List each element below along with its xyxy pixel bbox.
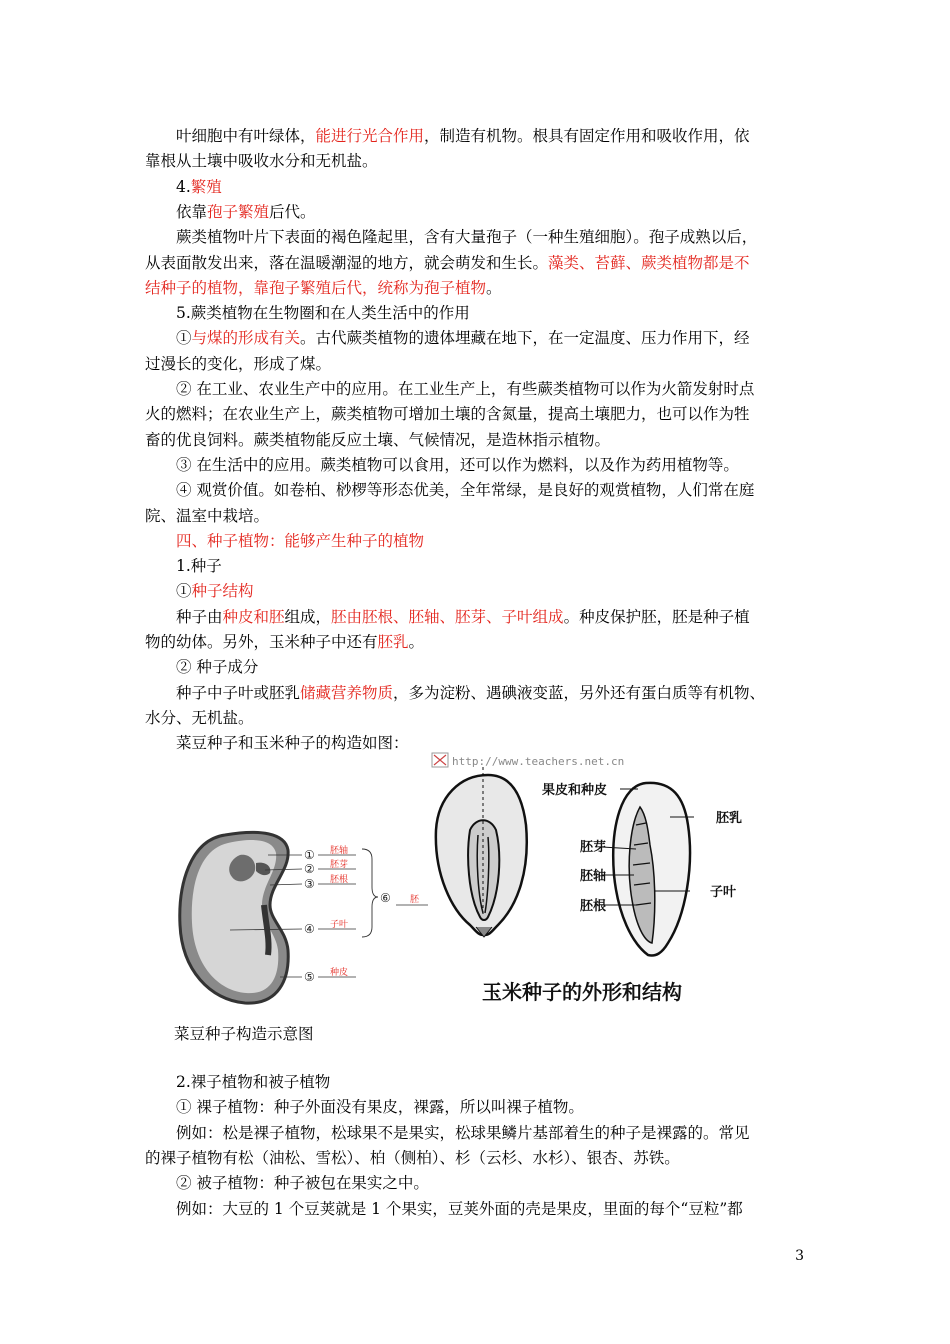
body-text: 叶细胞中有叶绿体，: [176, 127, 316, 145]
text-line: [176, 175, 222, 200]
text-line: [176, 605, 750, 630]
body-text: 菜豆种子和玉米种子的构造如图：: [176, 734, 409, 753]
text-line: [176, 529, 424, 554]
highlight-text: 种皮和胚: [222, 607, 285, 626]
text-line: [145, 276, 502, 301]
text-line: [145, 706, 254, 731]
corn-seed-section: [542, 782, 742, 956]
body-text: 2.裸子植物和被子植物: [176, 1073, 331, 1091]
corn-label-hypocotyl: 胚轴: [580, 869, 607, 884]
body-text: 1.种子: [176, 557, 222, 576]
text-line: [176, 655, 258, 680]
corn-label-endosperm: 胚乳: [716, 811, 743, 826]
body-text: ①: [176, 329, 192, 348]
watermark-text: http://www.teachers.net.cn: [452, 755, 625, 768]
bean-num-6: ⑥: [380, 891, 391, 905]
body-text: 畜的优良饲料。蕨类植物能反应土壤、气候情况，是造林指示植物。: [145, 430, 611, 449]
bean-label-plumule: 胚芽: [330, 860, 349, 870]
body-text: 院、温室中栽培。: [145, 506, 270, 525]
corn-figure-title: 玉米种子的外形和结构: [482, 980, 682, 1004]
bean-label-seedcoat: 种皮: [330, 968, 349, 978]
body-text: 后代。: [269, 202, 316, 221]
bean-label-radicle: 胚根: [330, 875, 349, 885]
bean-num-1: ①: [304, 848, 315, 862]
text-line: [145, 149, 378, 174]
text-line: [176, 1197, 743, 1222]
highlight-text: 孢子繁殖: [207, 202, 270, 221]
body-text: ② 在工业、农业生产中的应用。在工业生产上，有些蕨类植物可以作为火箭发射时点: [176, 380, 755, 398]
body-text: 4.: [176, 177, 191, 196]
bean-num-2: ②: [304, 862, 315, 876]
body-text: 的裸子植物有松（油松、雪松）、柏（侧柏）、杉（云杉、水杉）、银杏、苏铁。: [145, 1148, 680, 1167]
body-text: 火的燃料；在农业生产上，蕨类植物可增加土壤的含氮量，提高土壤肥力，也可以作为牲: [145, 405, 750, 424]
body-text: ② 种子成分: [176, 658, 259, 677]
watermark: [432, 753, 624, 768]
text-line: [176, 377, 754, 402]
body-text: ，制造有机物。根具有固定作用和吸收作用，依: [424, 127, 750, 145]
highlight-text: 藻类、苔藓、蕨类植物都是不: [548, 253, 750, 272]
bean-num-4: ④: [304, 922, 315, 936]
body-text: 例如：松是裸子植物，松球果不是果实，松球果鳞片基部着生的种子是裸露的。常见: [176, 1123, 750, 1142]
text-line: [145, 251, 750, 276]
body-text: 。: [408, 633, 425, 651]
body-text: 水分、无机盐。: [145, 708, 254, 727]
seed-figure: [170, 745, 790, 1020]
bean-num-3: ③: [304, 877, 315, 891]
highlight-text: 与煤的形成有关: [191, 329, 301, 348]
text-line: [176, 1095, 584, 1120]
body-text: 。古代蕨类植物的遗体埋藏在地下，在一定温度、压力作用下，经: [300, 329, 750, 348]
body-text: ③ 在生活中的应用。蕨类植物可以食用，还可以作为燃料，以及作为药用植物等。: [176, 455, 739, 474]
corn-seed-outer: [436, 767, 527, 937]
corn-label-plumule: 胚芽: [580, 840, 607, 855]
bean-label-cotyledon: 子叶: [330, 920, 349, 930]
text-line: [176, 1070, 330, 1095]
corn-label-pericarp: 果皮和种皮: [542, 783, 608, 798]
corn-label-radicle: 胚根: [580, 899, 607, 914]
highlight-text: 种子结构: [191, 582, 254, 601]
highlight-text: 结种子的植物，靠孢子繁殖后代，统称为孢子植物: [145, 278, 487, 297]
text-line: [145, 428, 610, 453]
bean-label-hypocotyl: 胚轴: [330, 846, 349, 856]
text-line: [176, 301, 470, 326]
body-text: 。: [486, 278, 502, 297]
text-line: [176, 225, 757, 250]
body-text: 物的幼体。另外，玉米种子中还有: [145, 633, 378, 651]
text-line: [176, 478, 754, 503]
text-line: [176, 326, 750, 351]
text-line: [176, 681, 765, 706]
text-line: [145, 504, 269, 529]
body-text: ① 裸子植物：种子外面没有果皮，裸露，所以叫裸子植物。: [176, 1098, 584, 1117]
text-line: [176, 124, 750, 149]
text-line: [145, 352, 331, 377]
body-text: 种子中子叶或胚乳: [176, 683, 301, 702]
body-text: 从表面散发出来，落在温暖潮湿的地方，就会萌发和生长。: [145, 253, 549, 272]
text-line: [176, 1171, 429, 1196]
body-text: 靠根从土壤中吸收水分和无机盐。: [145, 152, 378, 171]
highlight-text: 胚由胚根、胚轴、胚芽、子叶组成: [331, 607, 564, 626]
body-text: 过漫长的变化，形成了煤。: [145, 354, 332, 373]
bean-num-5: ⑤: [304, 970, 315, 984]
body-text: 依靠: [176, 202, 208, 221]
highlight-text: 胚乳: [377, 633, 409, 651]
body-text: 组成，: [284, 607, 332, 626]
text-line: [145, 630, 424, 655]
body-text: ④ 观赏价值。如卷柏、桫椤等形态优美，全年常绿，是良好的观赏植物，人们常在庭: [176, 481, 755, 500]
body-text: 。种皮保护胚，胚是种子植: [563, 607, 750, 626]
text-line: [145, 402, 750, 427]
text-line: [176, 453, 739, 478]
highlight-text: 储藏营养物质: [300, 683, 394, 702]
body-text: 5.蕨类植物在生物圈和在人类生活中的作用: [176, 304, 470, 323]
highlight-text: 能进行光合作用: [315, 127, 425, 145]
body-text: 种子由: [176, 607, 223, 626]
body-text: ①: [176, 582, 192, 601]
corn-label-cotyledon: 子叶: [710, 885, 737, 900]
page-number: 3: [795, 1248, 804, 1264]
bean-seed-diagram: [180, 832, 428, 1003]
highlight-text: 繁殖: [190, 177, 222, 196]
bean-label-embryo: 胚: [410, 895, 420, 905]
body-text: 蕨类植物叶片下表面的褐色隆起里，含有大量孢子（一种生殖细胞）。孢子成熟以后，: [176, 228, 758, 247]
text-line: [176, 200, 316, 225]
body-text: ，多为淀粉、遇碘液变蓝，另外还有蛋白质等有机物、: [393, 683, 766, 702]
text-line: [145, 1146, 680, 1171]
text-line: [176, 554, 222, 579]
body-text: 例如：大豆的 1 个豆荚就是 1 个果实，豆荚外面的壳是果皮，里面的每个“豆粒”都: [176, 1199, 743, 1218]
text-line: [176, 1121, 750, 1146]
text-line: [176, 579, 254, 604]
highlight-text: 四、种子植物：能够产生种子的植物: [176, 531, 425, 550]
bean-figure-caption: 菜豆种子构造示意图: [174, 1025, 314, 1043]
body-text: ② 被子植物：种子被包在果实之中。: [176, 1174, 429, 1193]
